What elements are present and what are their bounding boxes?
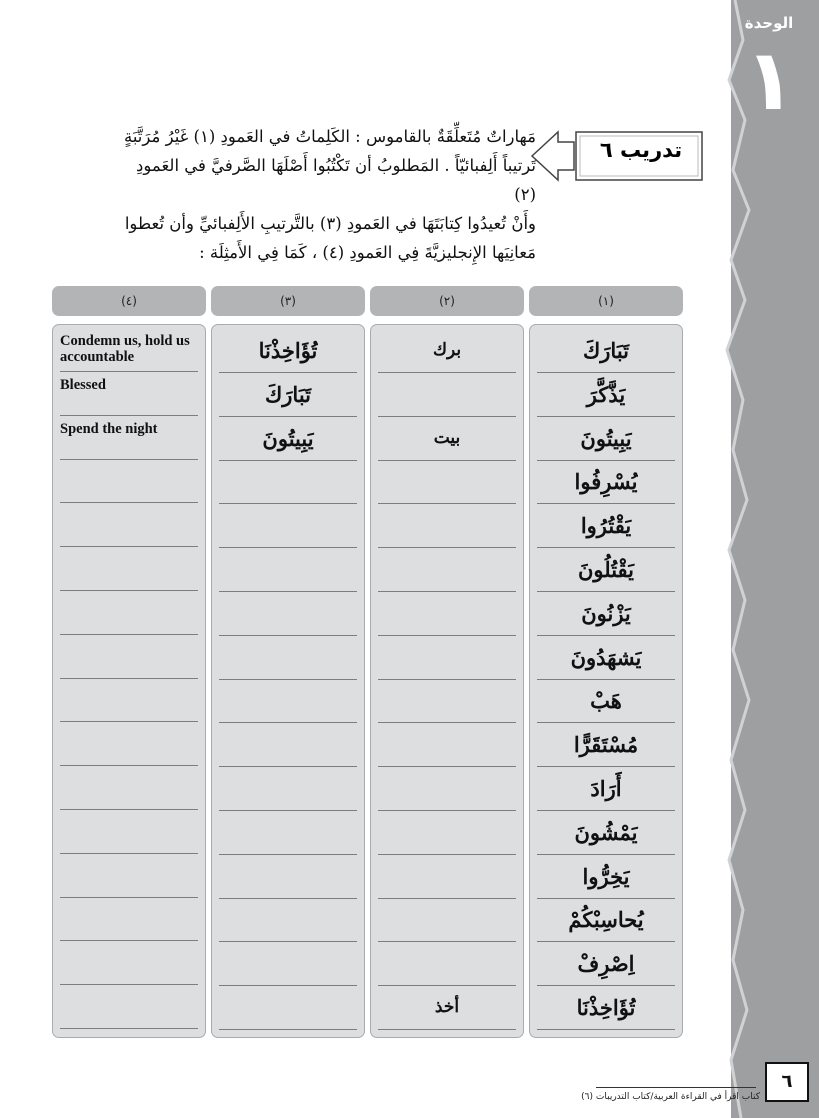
table-cell: تُؤَاخِذْنَا [219, 329, 357, 373]
instruction-line: مَهاراتٌ مُتَعلِّقَةٌ بالقاموس : الكَلِماتُ في العَمودِ (١) غَيْرُ مُرَتَّبَةٍ [123, 127, 536, 146]
table-cell [60, 898, 198, 941]
table-cell [378, 855, 516, 899]
table-cell [60, 636, 198, 679]
table-cell: يَبِيتُونَ [219, 417, 357, 461]
table-cell [60, 460, 198, 503]
table-cell [378, 373, 516, 417]
footer-rule [596, 1087, 756, 1088]
table-cell: Blessed [60, 373, 198, 416]
table-cell: يُسْرِفُوا [537, 460, 675, 504]
exercise-title: تدريب ٦ [599, 138, 683, 162]
instruction-line: وأَنْ تُعيدُوا كِتابَتَهَا في العَمودِ (٣) بالتَّرتيبِ الأَلِفبائيِّ وأن تُعطوا [124, 214, 536, 233]
table-cell [378, 723, 516, 767]
table-cell: يَشهَدُونَ [537, 636, 675, 680]
column-4-body [52, 324, 206, 1038]
table-cell: Spend the night [60, 417, 198, 460]
table-cell [60, 767, 198, 810]
column-1-header: (١) [529, 286, 683, 316]
column-4-header: (٤) [52, 286, 206, 316]
column-2-body [370, 324, 524, 1038]
table-cell: يُحاسِبْكُمْ [537, 898, 675, 942]
table-cell: تَبَارَكَ [219, 373, 357, 417]
table-cell [60, 986, 198, 1029]
table-cell [60, 855, 198, 898]
table-cell [378, 460, 516, 504]
table-cell: بيت [378, 417, 516, 461]
table-cell [219, 898, 357, 942]
instruction-line: مَعانِيَها الإِنجليزيَّةَ فِي العَمودِ (٤) ، كَمَا فِي الأَمثِلَة : [199, 243, 536, 262]
table-cell [378, 548, 516, 592]
footer-book-title: كتاب اقرأ في القراءة العربية/كتاب التدريبات (٦) [581, 1092, 760, 1102]
column-1-body [529, 324, 683, 1038]
table-cell [219, 811, 357, 855]
table-cell [219, 679, 357, 723]
table-cell: هَبْ [537, 679, 675, 723]
column-1 [529, 286, 683, 1038]
table-cell [378, 504, 516, 548]
table-cell [60, 504, 198, 547]
table-cell [219, 723, 357, 767]
table-cell [219, 767, 357, 811]
column-2-header: (٢) [370, 286, 524, 316]
table-cell: مُسْتَقَرًّا [537, 723, 675, 767]
table-cell [219, 548, 357, 592]
table-cell: يَزْنُونَ [537, 592, 675, 636]
table-cell [60, 548, 198, 591]
table-cell [60, 723, 198, 766]
table-cell: يَذَّكَّرَ [537, 373, 675, 417]
instructions [120, 122, 536, 267]
table-cell [60, 679, 198, 722]
exercise-table [52, 286, 684, 1038]
table-cell [219, 855, 357, 899]
table-cell: برك [378, 329, 516, 373]
table-cell [378, 636, 516, 680]
table-cell: اِصْرِفْ [537, 942, 675, 986]
table-cell: تَبَارَكَ [537, 329, 675, 373]
table-cell [378, 942, 516, 986]
unit-label: الوحدة [744, 14, 794, 32]
table-cell [219, 942, 357, 986]
table-cell [378, 811, 516, 855]
table-cell [219, 592, 357, 636]
column-3-header: (٣) [211, 286, 365, 316]
table-cell [219, 986, 357, 1030]
table-cell: يَقْتُلُونَ [537, 548, 675, 592]
table-cell: Condemn us, hold us accountable [60, 329, 198, 372]
table-cell [378, 898, 516, 942]
unit-number: ١ [744, 31, 796, 129]
table-cell [219, 636, 357, 680]
table-cell [60, 592, 198, 635]
column-3-body [211, 324, 365, 1038]
column-4 [52, 286, 206, 1038]
instruction-line: تَرتيباً أَلِفبائيّاً . المَطلوبُ أن تَكْتُبُوا أَصْلَهَا الصَّرفيَّ في العَمودِ (٢) [136, 156, 536, 204]
table-cell: أخذ [378, 986, 516, 1030]
table-cell: تُؤَاخِذْنَا [537, 986, 675, 1030]
exercise-badge [528, 128, 706, 184]
table-cell [378, 679, 516, 723]
table-cell [219, 460, 357, 504]
table-cell [378, 767, 516, 811]
table-cell: يَمْشُونَ [537, 811, 675, 855]
table-cell: يَقْتُرُوا [537, 504, 675, 548]
table-cell [60, 942, 198, 985]
table-cell [219, 504, 357, 548]
table-cell: أَرَادَ [537, 767, 675, 811]
page-number: ٦ [765, 1062, 809, 1102]
table-cell: يَخِرُّوا [537, 855, 675, 899]
column-2 [370, 286, 524, 1038]
table-cell: يَبِيتُونَ [537, 417, 675, 461]
column-3 [211, 286, 365, 1038]
table-cell [378, 592, 516, 636]
torn-paper-edge [715, 0, 763, 1118]
table-cell [60, 811, 198, 854]
